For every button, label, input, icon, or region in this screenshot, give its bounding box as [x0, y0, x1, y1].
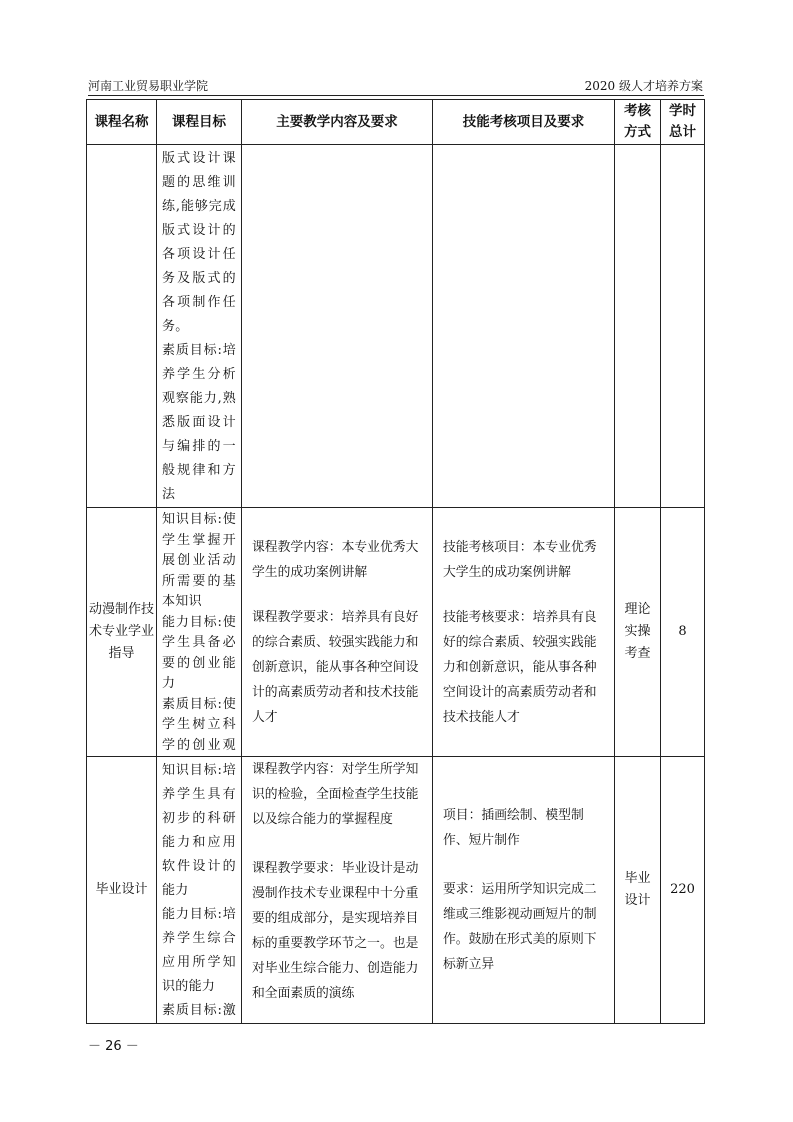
goal-line: 要的创业能 [162, 655, 236, 671]
content-paragraph: 课程教学要求：毕业设计是动漫制作技术专业课程中十分重要的组成部分，是实现培养目标的重要教学环节之一。也是对毕业生综合能力、创造能力和全面素质的演练 [252, 861, 419, 1001]
goal-line: 务。 [162, 319, 189, 334]
goal-line: 软件设计的 [162, 859, 236, 874]
goal-line: 学生具备必 [162, 635, 236, 650]
goal-line: 识的能力 [162, 979, 216, 994]
page-number: － 26 － [88, 1039, 139, 1054]
course-name-cell: 动漫制作技术专业学业指导 [87, 508, 157, 757]
goal-line: 练,能够完成 [162, 199, 236, 214]
goal-line: 所需要的基 [162, 573, 236, 589]
course-name-cell: 毕业设计 [87, 757, 157, 1024]
goal-line: 知识目标:培 [162, 763, 236, 778]
skill-cell [433, 757, 615, 1024]
goal-line: 各项制作任 [162, 295, 236, 310]
course-goal-cell [157, 145, 242, 508]
goal-line: 素质目标:使 [162, 696, 236, 712]
col-exam-line1: 考核 [624, 103, 651, 119]
hours-cell: 8 [661, 508, 705, 757]
skill-paragraph: 技能考核要求：培养具有良好的综合素质、较强实践能力和创新意识，能从事各种空间设计的高素质劳动者和技术技能人才 [443, 609, 597, 725]
goal-line: 素质目标:激 [162, 1003, 236, 1018]
table-row [87, 508, 705, 757]
goal-line: 力 [162, 676, 176, 691]
table-row [87, 757, 705, 1024]
header-school: 河南工业贸易职业学院 [88, 79, 209, 93]
skill-paragraph: 项目：插画绘制、模型制作、短片制作 [443, 808, 584, 848]
goal-line: 知识目标:使 [162, 512, 236, 527]
content-paragraph: 课程教学要求：培养具有良好的综合素质、较强实践能力和创新意识，能从事各种空间设计的高素质劳动者和技术技能人才 [252, 609, 419, 725]
page-header [88, 79, 703, 95]
col-exam [615, 100, 661, 145]
table-row [87, 145, 705, 508]
skill-cell [433, 145, 615, 508]
goal-line: 题的思维训 [162, 175, 236, 190]
col-exam-line2: 方式 [624, 124, 651, 140]
col-skill: 技能考核项目及要求 [433, 100, 615, 145]
goal-line: 展创业活动 [162, 553, 236, 568]
col-hours-line1: 学时 [669, 103, 696, 119]
course-goal-cell [157, 508, 242, 757]
goal-line: 初步的科研 [162, 811, 236, 826]
goal-line: 能力目标:培 [162, 907, 236, 922]
goal-line: 能力 [162, 883, 189, 898]
goal-line: 版式设计课 [162, 151, 236, 166]
goal-line: 应用所学知 [162, 955, 236, 970]
content-cell [242, 508, 433, 757]
goal-line: 能力目标:使 [162, 614, 236, 630]
goal-line: 各项设计任 [162, 247, 236, 262]
content-cell [242, 145, 433, 508]
goal-line: 观察能力,熟 [162, 391, 236, 406]
goal-line: 与编排的一 [162, 439, 236, 454]
table-header-row [87, 100, 705, 145]
exam-cell: 理论实操考查 [615, 508, 661, 757]
skill-cell [433, 508, 615, 757]
content-paragraph: 课程教学内容：本专业优秀大学生的成功案例讲解 [252, 539, 419, 580]
goal-line: 学生树立科 [162, 717, 236, 732]
col-course-goal: 课程目标 [157, 100, 242, 145]
hours-cell: 220 [661, 757, 705, 1024]
hours-cell [661, 145, 705, 508]
course-goal-cell [157, 757, 242, 1024]
content-cell [242, 757, 433, 1024]
col-hours-line2: 总计 [669, 124, 696, 140]
course-name-cell [87, 145, 157, 508]
goal-line: 本知识 [162, 594, 202, 609]
col-content: 主要教学内容及要求 [242, 100, 433, 145]
goal-line: 版式设计的 [162, 223, 236, 238]
header-plan-title: 2020 级人才培养方案 [584, 79, 703, 93]
exam-cell [615, 145, 661, 508]
goal-line: 般规律和方 [162, 463, 236, 478]
col-hours [661, 100, 705, 145]
skill-paragraph: 技能考核项目：本专业优秀大学生的成功案例讲解 [443, 539, 597, 580]
goal-line: 学的创业观 [162, 737, 236, 753]
goal-line: 悉版面设计 [162, 415, 236, 430]
goal-line: 素质目标:培 [162, 343, 236, 358]
goal-line: 养学生分析 [162, 367, 236, 382]
exam-cell: 毕业设计 [615, 757, 661, 1024]
goal-line: 能力和应用 [162, 835, 236, 850]
col-course-name: 课程名称 [87, 100, 157, 145]
goal-line: 学生掌握开 [162, 532, 236, 548]
goal-line: 养学生具有 [162, 787, 236, 802]
course-table [86, 99, 705, 1024]
goal-line: 养学生综合 [162, 931, 236, 946]
skill-paragraph: 要求：运用所学知识完成二维或三维影视动画短片的制作。鼓励在形式美的原则下标新立异 [443, 882, 597, 972]
content-paragraph: 课程教学内容：对学生所学知识的检验，全面检查学生技能以及综合能力的掌握程度 [252, 762, 419, 827]
goal-line: 法 [162, 487, 176, 502]
header-rule [88, 95, 704, 96]
goal-line: 务及版式的 [162, 271, 236, 286]
